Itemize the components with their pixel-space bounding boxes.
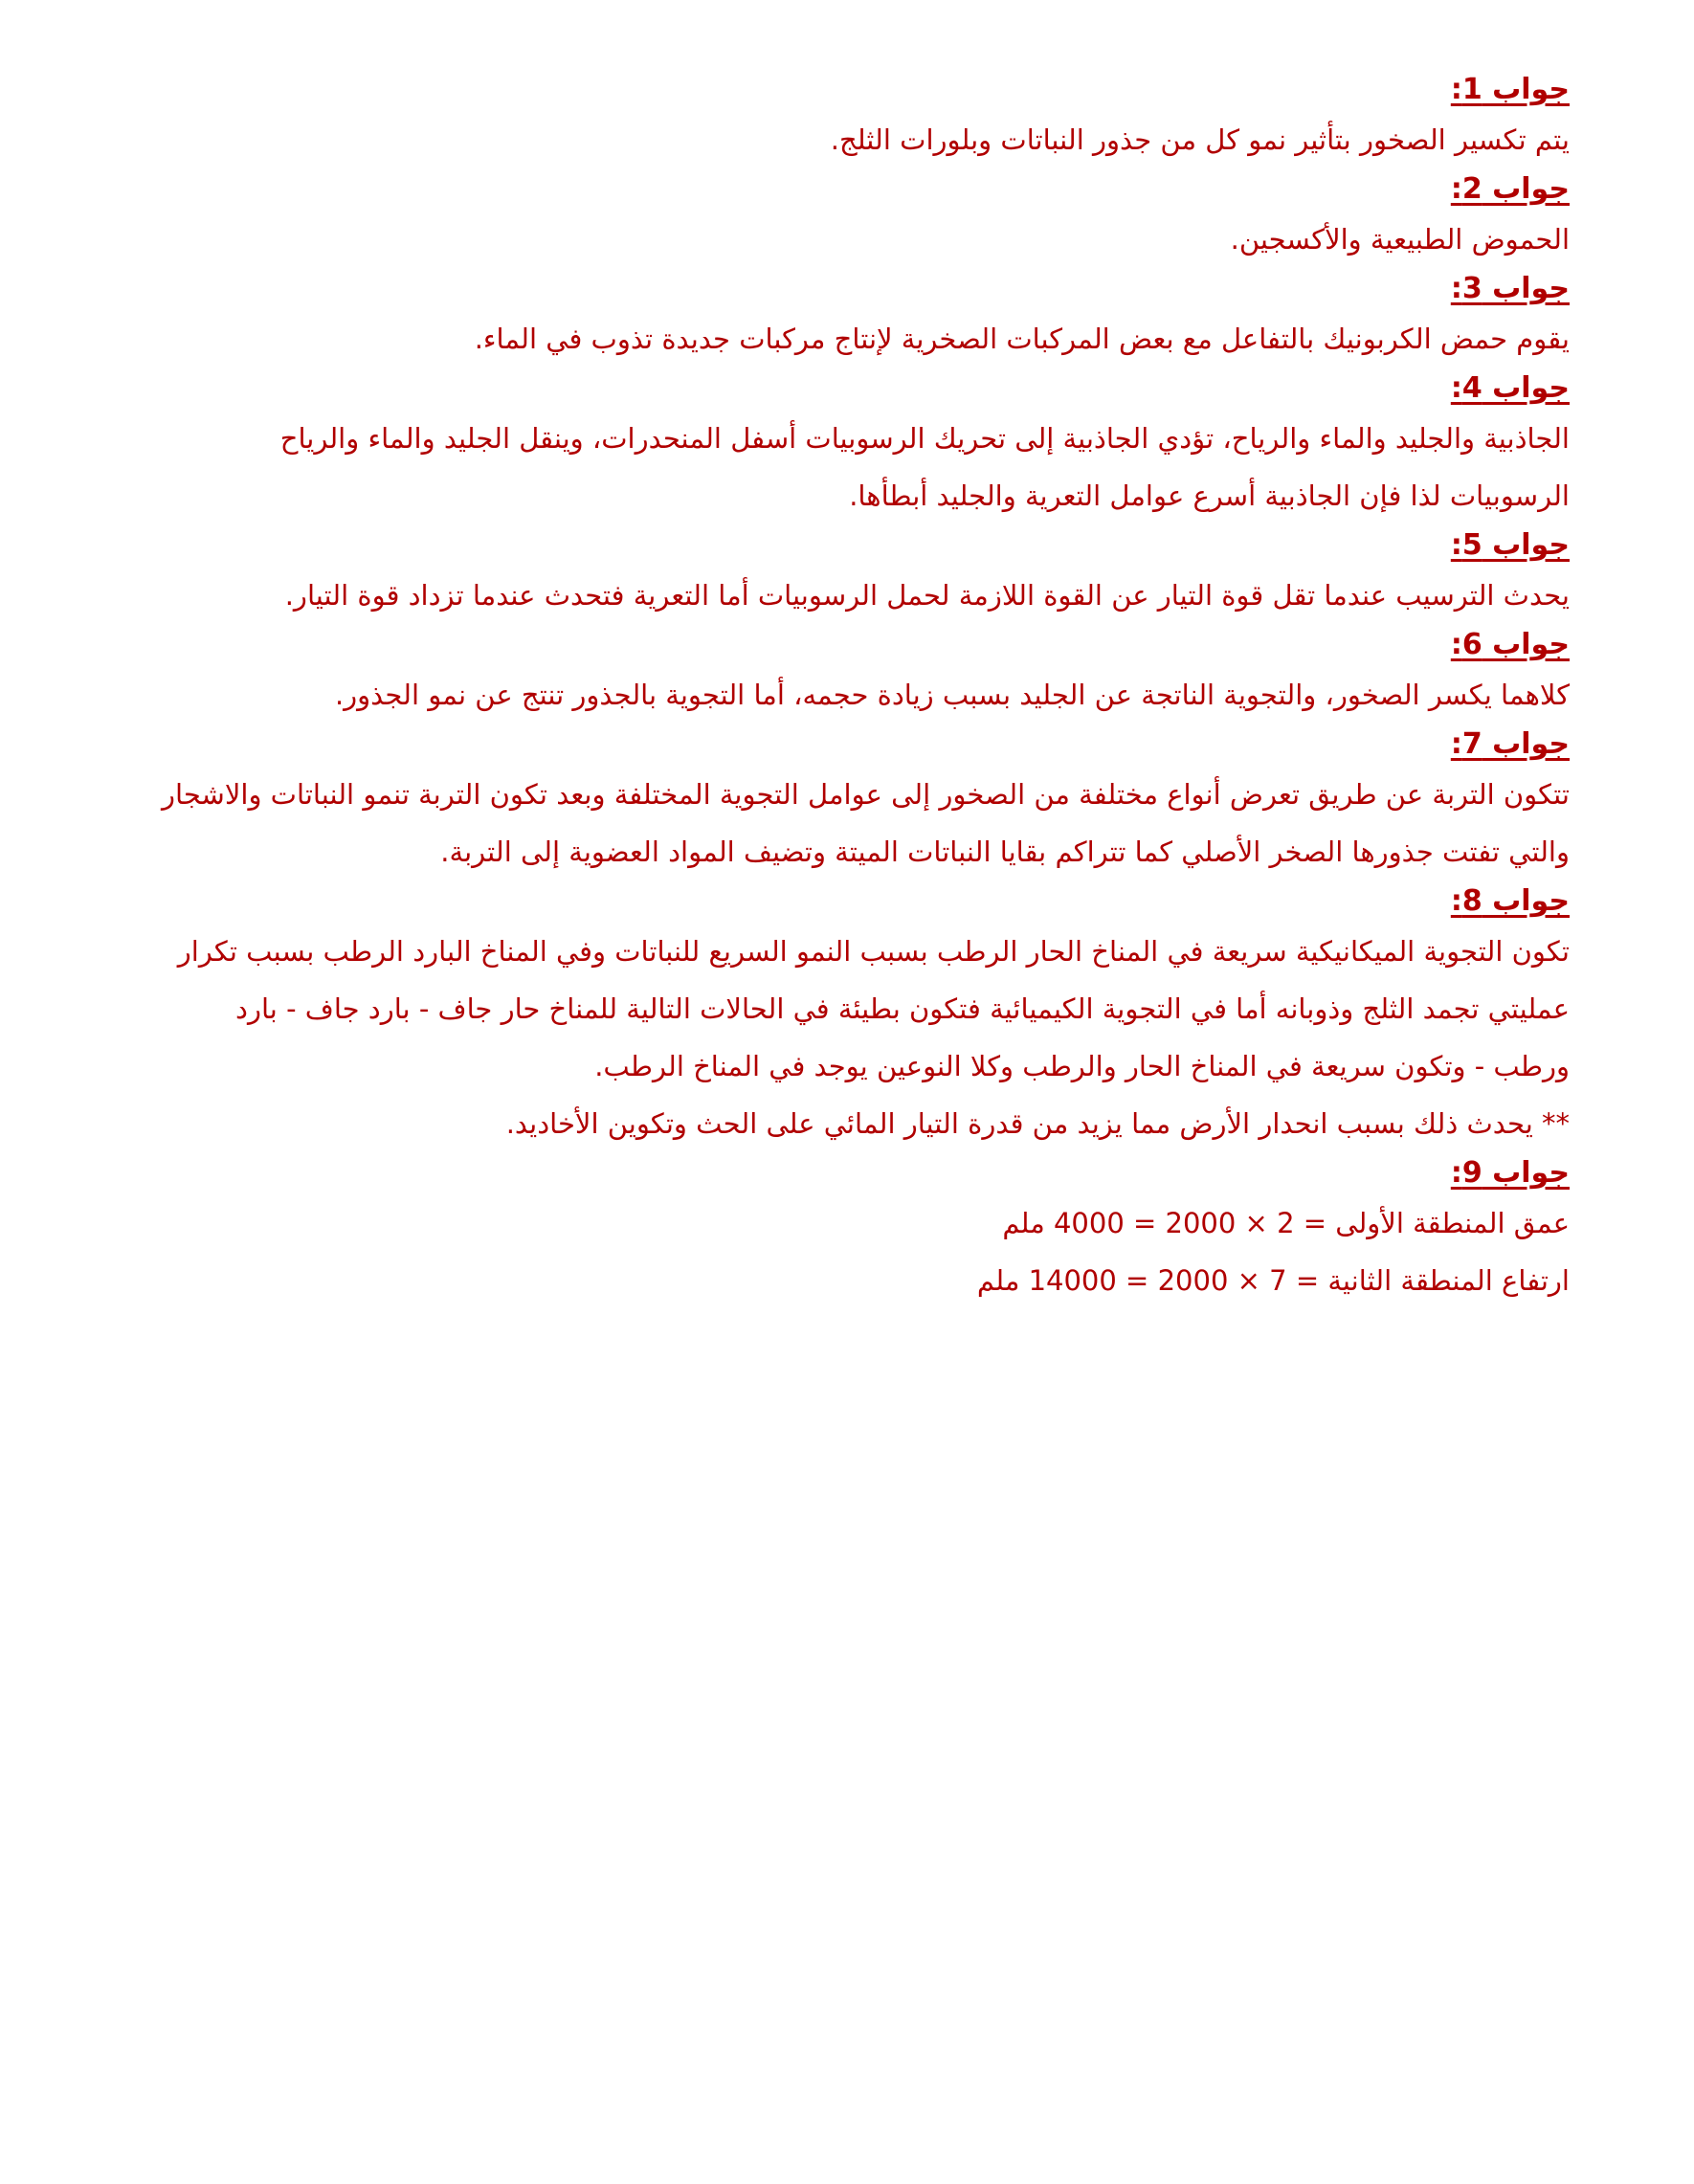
answer-2-text: الحموض الطبيعية والأكسجين. [1230,223,1570,256]
answer-5 [153,524,1570,624]
answer-1 [153,69,1570,168]
answer-6-text: كلاهما يكسر الصخور، والتجوية الناتجة عن الجليد بسبب زيادة حجمه، أما التجوية بالجذور تنتج عن نمو الجذور. [334,679,1570,711]
answer-9-title: جواب 9: [1450,1156,1570,1190]
answer-3-text: يقوم حمض الكربونيك بالتفاعل مع بعض المركبات الصخرية لإنتاج مركبات جديدة تذوب في الماء. [474,323,1570,355]
answer-8-text: تكون التجوية الميكانيكية سريعة في المناخ الحار الرطب بسبب النمو السريع للنباتات وفي المناخ البارد الرطب بسبب تكرار عمليتي تجمد الثلج وذوبانه أما في التجوية الكيميائية فتكون بطيئة في الحالات التالية للمناخ حار جاف - بارد جاف - بارد ورطب - وتكون سريعة في المناخ الحار والرطب وكلا النوعين يوجد في المناخ الرطب. [177,935,1570,1082]
answer-7 [153,724,1570,880]
answer-6 [153,624,1570,724]
answer-4-text: الجاذبية والجليد والماء والرياح، تؤدي الجاذبية إلى تحريك الرسوبيات أسفل المنحدرات، وينقل الجليد والماء والرياح الرسوبيات لذا فإن الجاذبية أسرع عوامل التعرية والجليد أبطأها. [279,422,1570,512]
answer-3-title: جواب 3: [1450,272,1570,305]
answer-1-text: يتم تكسير الصخور بتأثير نمو كل من جذور النباتات وبلورات الثلج. [830,123,1570,156]
answer-9 [153,1152,1570,1309]
answer-4 [153,368,1570,524]
answer-8-title: جواب 8: [1450,884,1570,918]
answer-2-title: جواب 2: [1450,172,1570,206]
answer-4-title: جواب 4: [1450,371,1570,405]
answer-8 [153,880,1570,1152]
answer-9-line-depth: عمق المنطقة الأولى = 2 × 2000 = 4000 ملم [1002,1207,1570,1239]
answer-7-text: تتكون التربة عن طريق تعرض أنواع مختلفة من الصخور إلى عوامل التجوية المختلفة وبعد تكون التربة تنمو النباتات والاشجار والتي تفتت جذورها الصخر الأصلي كما تتراكم بقايا النباتات الميتة وتضيف المواد العضوية إلى التربة. [162,778,1570,868]
answer-sheet [153,69,1570,1309]
answer-9-line-height: ارتفاع المنطقة الثانية = 7 × 2000 = 14000 ملم [976,1264,1570,1297]
answer-2 [153,168,1570,268]
answer-1-title: جواب 1: [1450,73,1570,106]
answer-5-text: يحدث الترسيب عندما تقل قوة التيار عن القوة اللازمة لحمل الرسوبيات أما التعرية فتحدث عندما تزداد قوة التيار. [284,579,1570,612]
answer-3 [153,268,1570,368]
answer-7-title: جواب 7: [1450,727,1570,761]
answer-5-title: جواب 5: [1450,528,1570,562]
answer-6-title: جواب 6: [1450,628,1570,661]
answer-8-note: ** يحدث ذلك بسبب انحدار الأرض مما يزيد من قدرة التيار المائي على الحث وتكوين الأخاديد. [505,1107,1570,1140]
